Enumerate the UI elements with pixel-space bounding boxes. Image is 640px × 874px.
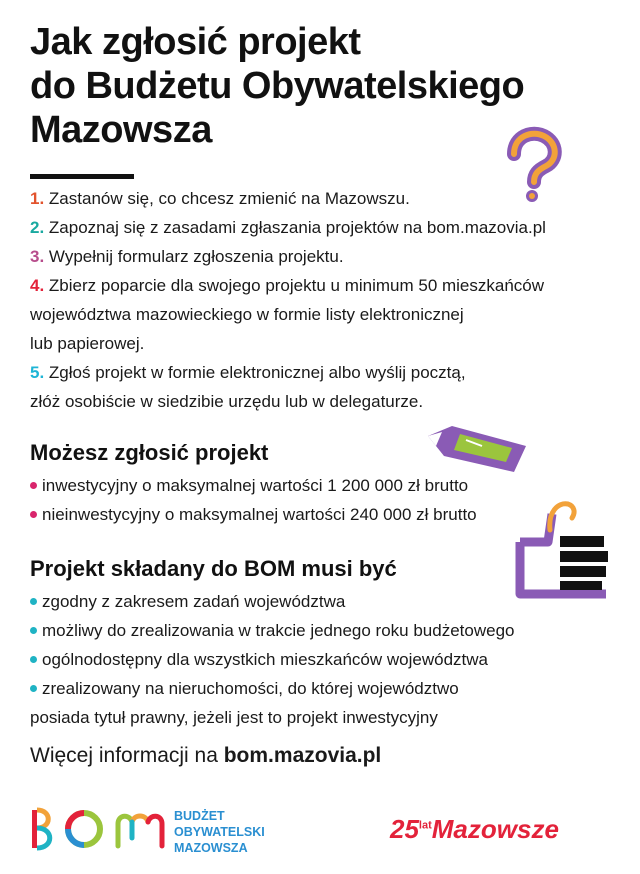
anniversary-number: 25 [390, 814, 419, 844]
step-2 [30, 215, 546, 241]
anniversary-word: Mazowsze [431, 814, 559, 844]
list-item: ogólnodostępny dla wszystkich mieszkańców województwa [30, 647, 488, 673]
pencil-icon [422, 416, 534, 478]
list-item: zrealizowany na nieruchomości, do której województwo [30, 676, 459, 702]
more-info-link[interactable]: bom.mazovia.pl [223, 744, 382, 767]
list-item: inwestycyjny o maksymalnej wartości 1 200 000 zł brutto [30, 473, 468, 499]
step-number: 3. [30, 247, 45, 266]
bom-logo-icon [30, 806, 106, 852]
bullet-dot [30, 685, 37, 692]
step-text: Zastanów się, co chcesz zmienić na Mazowszu. [48, 189, 410, 208]
list-item: możliwy do zrealizowania w trakcie jednego roku budżetowego [30, 618, 514, 644]
title-line-1: Jak zgłosić projekt [30, 21, 361, 63]
mazowsza-m-logo-icon [114, 808, 168, 850]
step-4 [30, 273, 544, 299]
question-mark-icon [496, 124, 568, 206]
list-item: zgodny z zakresem zadań województwa [30, 589, 345, 615]
title-underline [30, 174, 134, 179]
bullet-dot [30, 656, 37, 663]
step-number: 4. [30, 276, 45, 295]
step-text: Zapoznaj się z zasadami zgłaszania projektów na bom.mazovia.pl [48, 218, 546, 237]
section-heading-can-submit: Możesz zgłosić projekt [30, 440, 269, 465]
step-number: 1. [30, 189, 45, 208]
step-5 [30, 360, 466, 386]
logo-wordmark: BUDŻET OBYWATELSKI MAZOWSZA [174, 809, 265, 855]
step-text: Zgłoś projekt w formie elektronicznej albo wyślij pocztą, [48, 363, 466, 382]
bullet-dot [30, 627, 37, 634]
step-number: 5. [30, 363, 45, 382]
step-5-continuation: złóż osobiście w siedzibie urzędu lub w delegaturze. [30, 392, 424, 411]
anniversary-logo [390, 814, 559, 845]
more-info-prefix: Więcej informacji na [30, 744, 224, 767]
step-1 [30, 186, 410, 212]
step-text: Zbierz poparcie dla swojego projektu u minimum 50 mieszkańców [48, 276, 545, 295]
step-number: 2. [30, 218, 45, 237]
bullet-dot [30, 511, 37, 518]
step-4-continuation: województwa mazowieckiego w formie listy elektronicznej [30, 305, 464, 324]
title-line-2: do Budżetu Obywatelskiego [30, 65, 525, 107]
list-item-continuation: posiada tytuł prawny, jeżeli jest to projekt inwestycyjny [30, 708, 438, 727]
more-info [30, 744, 381, 768]
page-title [30, 20, 524, 152]
list-item: nieinwestycyjny o maksymalnej wartości 240 000 zł brutto [30, 502, 477, 528]
section-heading-requirements: Projekt składany do BOM musi być [30, 556, 397, 581]
anniversary-superscript: lat [418, 819, 432, 832]
thumbs-up-icon [510, 494, 618, 604]
bullet-dot [30, 598, 37, 605]
step-3 [30, 244, 344, 270]
title-line-3: Mazowsza [30, 109, 212, 151]
step-text: Wypełnij formularz zgłoszenia projektu. [48, 247, 344, 266]
bullet-dot [30, 482, 37, 489]
step-4-continuation: lub papierowej. [30, 334, 145, 353]
